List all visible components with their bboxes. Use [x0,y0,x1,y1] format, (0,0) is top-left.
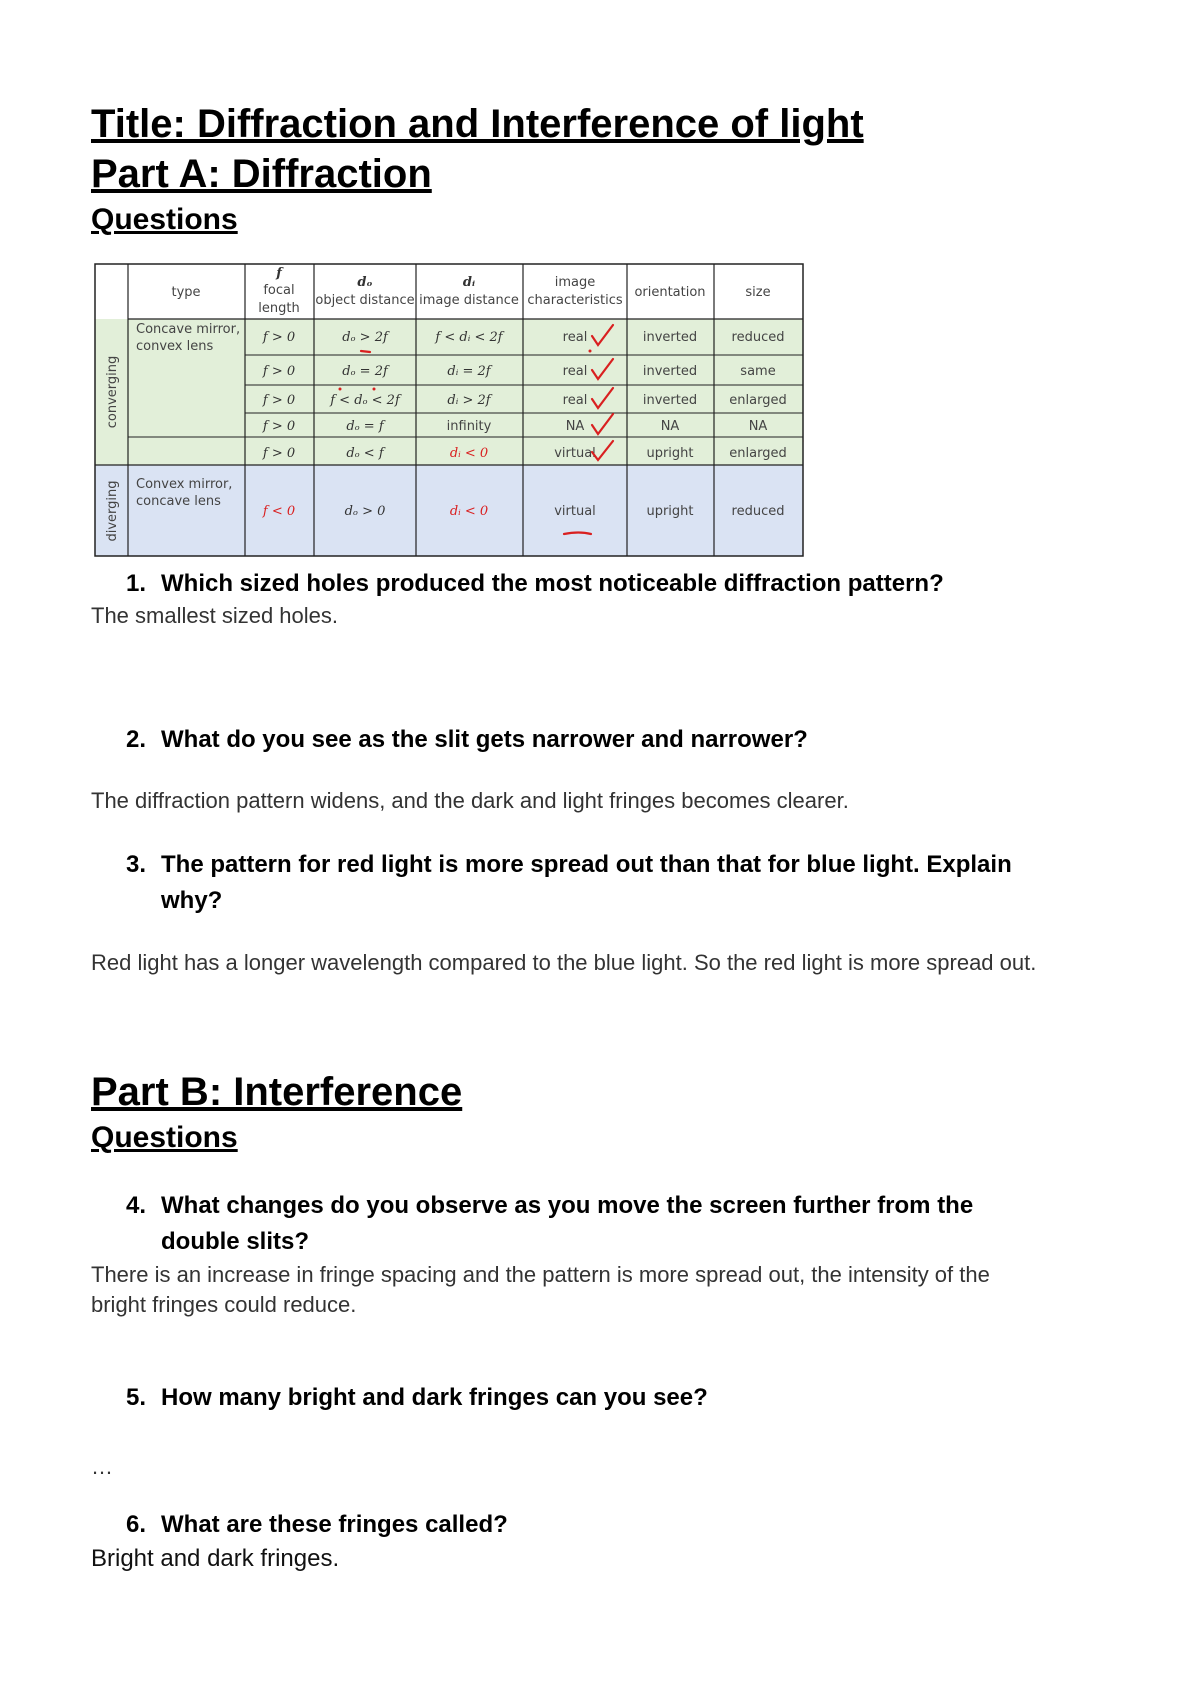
question-3-text-line1: The pattern for red light is more spread out than that for blue light. Explain [161,851,1012,878]
answer-5: … [91,1454,113,1479]
question-4-text-line2: double slits? [161,1228,310,1255]
row1-size: reduced [731,330,785,345]
row6-di: dᵢ < 0 [449,504,489,519]
header-do-label: object distance [315,293,415,308]
header-do-symbol: dₒ [357,275,373,290]
group-converging: converging [105,355,120,429]
question-1-text: Which sized holes produced the most noticeable diffraction pattern? [161,570,944,597]
row4-image: NA [565,419,585,434]
header-image2: characteristics [527,293,623,308]
questions-heading-a: Questions [91,203,238,236]
answer-4-line1: There is an increase in fringe spacing and the pattern is more spread out, the intensity of the [91,1262,990,1287]
row1-image: real [562,330,588,345]
row2-size: same [740,364,776,379]
row6-size: reduced [731,504,785,519]
question-6-number: 6. [126,1511,147,1538]
row3-do: f < dₒ < 2f [330,393,400,408]
row4-do: dₒ = f [346,419,384,434]
type-diverging-2: concave lens [136,494,221,509]
row5-orientation: upright [646,446,694,461]
row5-image: virtual [554,446,596,461]
question-2 [126,722,1126,758]
header-image1: image [554,275,596,290]
question-4-number: 4. [126,1192,147,1219]
row1-di: f < dᵢ < 2f [435,330,503,345]
table-figure [94,263,804,557]
row4-orientation: NA [660,419,680,434]
row3-size: enlarged [729,393,787,408]
group-diverging: diverging [105,480,120,542]
answer-6: Bright and dark fringes. [91,1545,340,1572]
row2-di: dᵢ = 2f [447,364,491,379]
row5-di: dᵢ < 0 [449,446,489,461]
question-3-text-line2: why? [161,887,223,914]
row3-orientation: inverted [642,393,698,408]
question-1 [126,566,1126,602]
question-2-text: What do you see as the slit gets narrower and narrower? [161,726,808,753]
type-diverging-1: Convex mirror, [136,477,233,492]
type-converging-1: Concave mirror, [136,322,241,337]
question-3-number: 3. [126,851,147,878]
header-di-symbol: dᵢ [462,275,476,290]
row4-f: f > 0 [262,419,296,434]
document-title: Title: Diffraction and Interference of light [91,102,864,146]
row5-size: enlarged [729,446,787,461]
type-converging-2: convex lens [136,339,214,354]
row6-image: virtual [554,504,596,519]
part-b-heading: Part B: Interference [91,1070,463,1114]
row5-do: dₒ < f [346,446,384,461]
header-di-label: image distance [419,293,519,308]
answer-4-line2: bright fringes could reduce. [91,1292,357,1317]
header-orientation: orientation [634,285,706,300]
question-2-number: 2. [126,726,147,753]
part-a-heading: Part A: Diffraction [91,152,432,196]
row2-do: dₒ = 2f [342,364,388,379]
row6-orientation: upright [646,504,694,519]
row1-f: f > 0 [262,330,296,345]
row4-di: infinity [446,419,492,434]
question-5 [126,1380,1126,1416]
row5-f: f > 0 [262,446,296,461]
row2-orientation: inverted [642,364,698,379]
question-4 [126,1188,1186,1260]
row3-f: f > 0 [262,393,296,408]
answer-3: Red light has a longer wavelength compared to the blue light. So the red light is more spread out. [91,950,1037,975]
header-size: size [745,285,771,300]
questions-heading-b: Questions [91,1121,238,1154]
row2-f: f > 0 [262,364,296,379]
answer-2: The diffraction pattern widens, and the dark and light fringes becomes clearer. [91,788,849,813]
lens-mirror-table [94,263,804,557]
row2-image: real [562,364,588,379]
row6-do: dₒ > 0 [344,504,386,519]
row6-f: f < 0 [262,504,296,519]
question-3 [126,847,1186,919]
question-1-number: 1. [126,570,147,597]
question-5-number: 5. [126,1384,147,1411]
header-f-label1: focal [263,283,295,298]
row1-do: dₒ > 2f [342,330,388,345]
header-type: type [171,285,201,300]
row3-di: dᵢ > 2f [447,393,491,408]
answer-1: The smallest sized holes. [91,603,338,628]
header-f-symbol: f [276,266,282,281]
header-f-label2: length [258,301,300,316]
row1-orientation: inverted [642,330,698,345]
question-6 [126,1507,1126,1543]
question-5-text: How many bright and dark fringes can you see? [161,1384,708,1411]
question-4-text-line1: What changes do you observe as you move the screen further from the [161,1192,974,1219]
question-6-text: What are these fringes called? [161,1511,508,1538]
row4-size: NA [748,419,768,434]
row3-image: real [562,393,588,408]
